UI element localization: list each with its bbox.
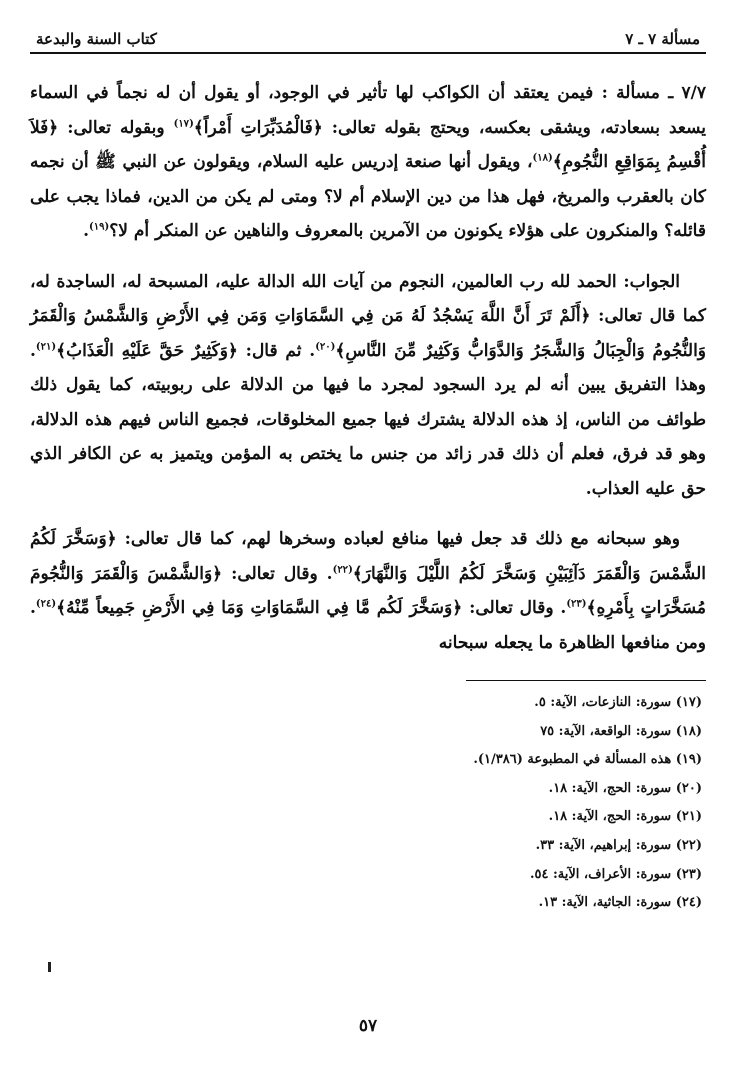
- question-label: ٧/٧ ـ مسألة :: [601, 83, 706, 103]
- answer-label: الجواب:: [623, 271, 680, 292]
- para3-text-2: . وقال تعالى:: [222, 563, 333, 584]
- footnotes: [30, 689, 706, 918]
- footnote-ref: (١٧): [173, 117, 194, 129]
- footnote-divider: [466, 680, 706, 681]
- footnote-ref: (٢٣): [566, 598, 587, 610]
- footnote-ref: (١٨): [532, 152, 553, 164]
- answer-paragraph: [30, 265, 706, 507]
- footnote-17: (١٧) سورة: النازعات، الآية: ٥.: [534, 695, 702, 710]
- page-number: ٥٧: [358, 1016, 378, 1036]
- footnote-23: (٢٣) سورة: الأعراف، الآية: ٥٤.: [529, 866, 702, 882]
- question-paragraph: [30, 76, 706, 249]
- quran-verse: ﴿أَلَمْ تَرَ أَنَّ اللَّهَ يَسْجُدُ لَهُ مَن فِي السَّمَاوَاتِ وَمَن فِي الأَرْضِ وَالشَّمْسُ وَالْقَمَرُ وَالنُّجُومُ وَالْجِبَالُ وَالشَّجَرُ وَالدَّوَابُّ وَكَثِيرٌ مِّنَ النَّاسِ﴾: [30, 306, 707, 361]
- benefits-paragraph: [30, 522, 706, 660]
- question-text-2: وبقوله تعالى:: [58, 117, 174, 138]
- footnote-ref: (١٩): [89, 221, 110, 233]
- para3-text-1: وهو سبحانه مع ذلك قد جعل فيها منافع لعباده وسخرها لهم، كما قال تعالى:: [116, 529, 680, 549]
- para3-text-3: . وقال تعالى:: [462, 598, 567, 618]
- header-book-title: كتاب السنة والبدعة: [36, 30, 157, 48]
- question-end: .: [83, 221, 90, 241]
- footnote-20: (٢٠) سورة: الحج، الآية: ١٨.: [548, 780, 702, 796]
- running-header: [30, 20, 706, 54]
- para3-text-4: . ومن منافعها الظاهرة ما يجعله سبحانه: [30, 598, 706, 653]
- quran-verse: ﴿وَكَثِيرٌ حَقَّ عَلَيْهِ الْعَذَابُ﴾: [56, 340, 238, 361]
- quran-verse: ﴿وَالشَّمْسَ وَالْقَمَرَ وَالنُّجُومَ مُسَخَّرَاتٍ بِأَمْرِهِ﴾: [30, 563, 707, 618]
- footnote-24: (٢٤) سورة: الجاثية، الآية: ١٣.: [538, 895, 702, 911]
- footnote-19: (١٩) هذه المسألة في المطبوعة (١/٣٨٦).: [473, 752, 702, 768]
- quran-verse: ﴿وَسَخَّرَ لَكُم مَّا فِي السَّمَاوَاتِ وَمَا فِي الأَرْضِ جَمِيعاً مِّنْهُ﴾: [56, 598, 463, 618]
- header-section-title: مسألة ٧ ـ ٧: [625, 30, 700, 48]
- footnote-21: (٢١) سورة: الحج، الآية: ١٨.: [548, 809, 702, 825]
- quran-verse: ﴿وَسَخَّرَ لَكُمُ الشَّمْسَ وَالْقَمَرَ دَآئِبَيْنِ وَسَخَّرَ لَكُمُ اللَّيْلَ وَالنَّهَارَ﴾: [30, 529, 706, 584]
- footnote-ref: (٢٤): [35, 598, 57, 610]
- footnote-ref: (٢٢): [332, 563, 353, 575]
- answer-text-1: الحمد لله رب العالمين، النجوم من آيات الله الدالة عليه، المسبحة له، الساجدة له، كما قال تعالى:: [30, 271, 706, 326]
- book-page: [30, 20, 706, 1060]
- question-text-1: فيمن يعتقد أن الكواكب لها تأثير في الوجود، أو يقول أن له نجماً في السماء يسعد بسعادته، ويشقى بعكسه، ويحتج بقوله تعالى:: [30, 83, 707, 138]
- quran-verse: ﴿فَالْمُدَبِّرَاتِ أَمْراً﴾: [193, 117, 323, 138]
- answer-text-3: . وهذا التفريق يبين أنه لم يرد السجود لمجرد ما فيها من الدلالة على ربوبيته، كما يقول ذلك طوائف من الناس، إذ هذه الدلالة يشترك فيها جميع المخلوقات، فجميع الناس فيهم هذه الدلالة، وهو قد فرق، فعلم أن ذلك قدر زائد من جنس ما يختص به المؤمن ويتميز به عن الكافر الذي حق عليه العذاب.: [30, 340, 706, 499]
- question-text-3: ، ويقول أنها صنعة إدريس عليه السلام، ويقولون عن النبي ﷺ أن نجمه كان بالعقرب والمريخ، فهل هذا من دين الإسلام أم لا؟ ومتى لم يكن من الدين، فماذا يجب على قائله؟ والمنكرون على هؤلاء يكونون من الآمرين بالمعروف والناهين عن المنكر أم لا؟: [30, 152, 706, 241]
- answer-text-2: . ثم قال:: [237, 340, 316, 361]
- footnote-18: (١٨) سورة: الواقعة، الآية: ٧٥: [540, 723, 702, 739]
- footnote-ref: (٢٠): [315, 340, 336, 352]
- main-text: [30, 76, 706, 660]
- quran-verse: ﴿فَلاَ أُقْسِمُ بِمَوَاقِعِ النُّجُومِ﴾: [30, 117, 706, 172]
- footnote-22: (٢٢) سورة: إبراهيم، الآية: ٣٣.: [535, 837, 702, 853]
- footnote-ref: (٢١): [35, 340, 57, 352]
- scan-mark: [48, 962, 51, 972]
